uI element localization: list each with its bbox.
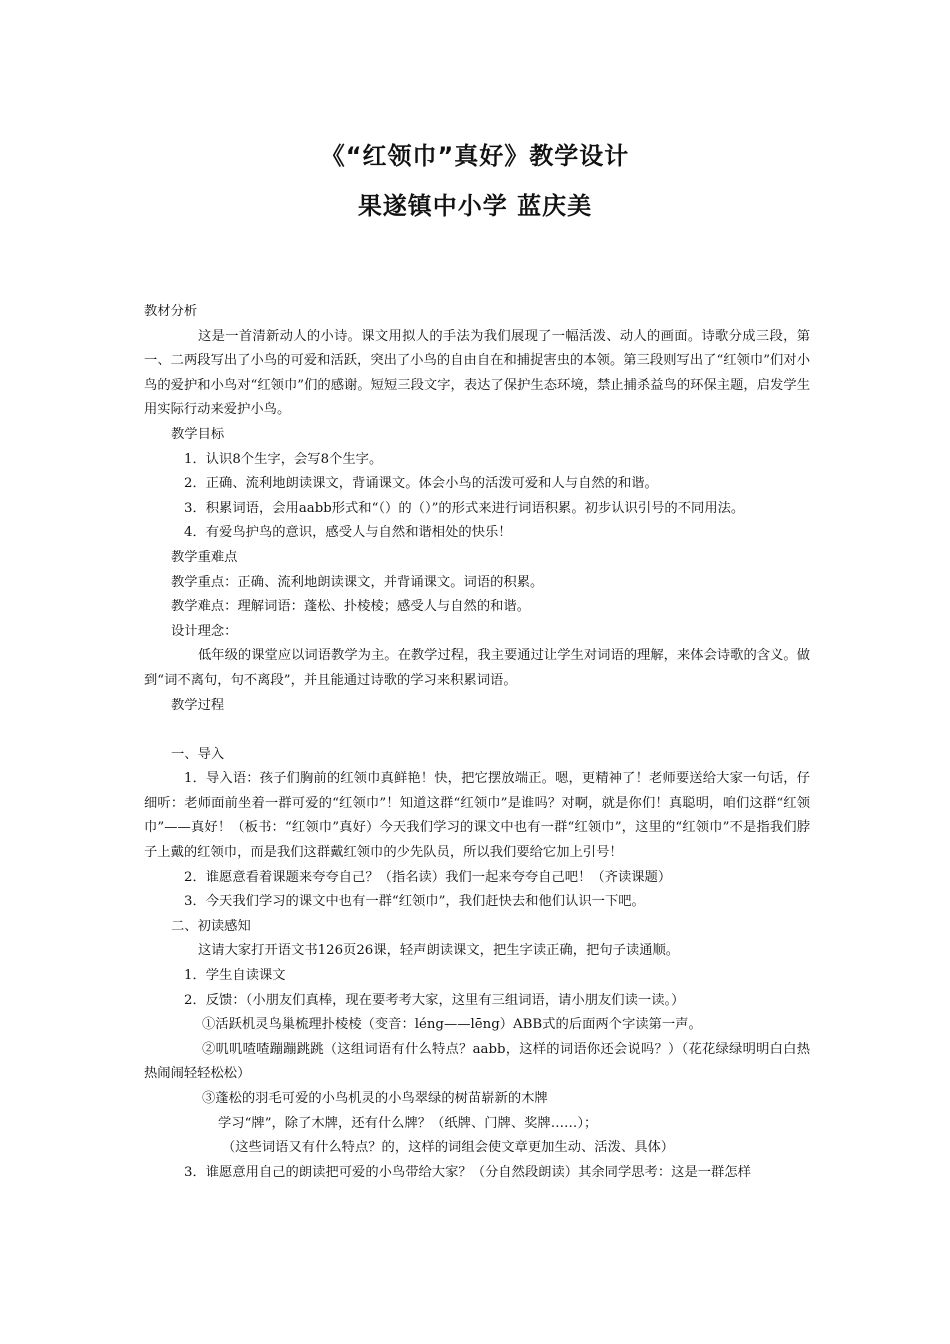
analysis-heading: 教材分析 <box>144 304 198 319</box>
process-item: 2．反馈：（小朋友们真棒，现在要考考大家，这里有三组词语，请小朋友们读一读。） <box>184 992 685 1008</box>
process-item: 1．导入语：孩子们胸前的红领巾真鲜艳！快，把它摆放端正。嗯，更精神了！老师要送给大家一句话，仔细听：老师面前坐着一群可爱的“红领巾”！知道这群“红领巾”是谁吗？对啊，就是你们！真聪明，咱们这群“红领巾”——真好！（板书：“红领巾”真好）今天我们学习的课文中也有一群“红领巾”，这里的“红领巾”不是指我们脖子上戴的红领巾，而是我们这群戴红领巾的少先队员，所以我们要给它加上引号！ <box>144 771 810 861</box>
document-body <box>144 300 810 1185</box>
process-item: 3．今天我们学习的课文中也有一群“红领巾”，我们赶快去和他们认识一下吧。 <box>184 894 645 910</box>
word-note-2: （这些词语又有什么特点？的，这样的词组会使文章更加生动、活泼、具体） <box>222 1140 675 1156</box>
reading-intro: 这请大家打开语文书126页26课，轻声朗读课文，把生字读正确，把句子读通顺。 <box>198 943 680 959</box>
goals-heading: 教学目标 <box>171 426 225 442</box>
goal-item: 2．正确、流利地朗读课文，背诵课文。体会小鸟的活泼可爱和人与自然的和谐。 <box>184 476 658 492</box>
process-item: 1．学生自读课文 <box>184 968 286 984</box>
document-title: 《“红领巾”真好》教学设计 <box>320 142 630 170</box>
process-heading: 教学过程 <box>171 697 225 713</box>
author-line: 果遂镇中小学 蓝庆美 <box>357 192 593 220</box>
goal-item: 4．有爱鸟护鸟的意识，感受人与自然和谐相处的快乐！ <box>184 525 512 541</box>
teaching-difficulty: 教学难点：理解词语：蓬松、扑棱棱；感受人与自然的和谐。 <box>171 599 531 615</box>
philosophy-paragraph: 低年级的课堂应以词语教学为主。在教学过程，我主要通过让学生对词语的理解，来体会诗歌的含义。做到“词不离句，句不离段”，并且能通过诗歌的学习来积累词语。 <box>144 648 810 688</box>
process-item: 3．谁愿意用自己的朗读把可爱的小鸟带给大家？（分自然段朗读）其余同学思考：这是一群怎样 <box>184 1164 751 1180</box>
spacer <box>144 718 810 743</box>
goal-item: 3．积累词语，会用aabb形式和“（）的（）”的形式来进行词语积累。初步认识引号的不同用法。 <box>184 500 745 516</box>
word-note-1: 学习“牌”，除了木牌，还有什么牌？（纸牌、门牌、奖牌……）； <box>218 1115 598 1131</box>
analysis-paragraph: 这是一首清新动人的小诗。课文用拟人的手法为我们展现了一幅活泼、动人的画面。诗歌分成三段，第一、二两段写出了小鸟的可爱和活跃，突出了小鸟的自由自在和捕捉害虫的本领。第三段则写出了“红领巾”们对小鸟的爱护和小鸟对“红领巾”们的感谢。短短三段文字，表达了保护生态环境，禁止捕杀益鸟的环保主题，启发学生用实际行动来爱护小鸟。 <box>144 328 810 418</box>
teaching-focus: 教学重点：正确、流利地朗读课文，并背诵课文。词语的积累。 <box>171 574 544 590</box>
process-item: 2．谁愿意看着课题来夸夸自己？（指名读）我们一起来夸夸自己吧！（齐读课题） <box>184 869 672 885</box>
word-group-2: ②叽叽喳喳蹦蹦跳跳（这组词语有什么特点？aabb，这样的词语你还会说吗？）（花花绿绿明明白白热热闹闹轻轻松松） <box>144 1041 810 1082</box>
goal-item: 1．认识8个生字，会写8个生字。 <box>184 451 383 467</box>
section-heading-reading: 二、初读感知 <box>171 918 251 934</box>
philosophy-heading: 设计理念： <box>171 623 238 639</box>
word-group-1: ①活跃机灵鸟巢梳理扑棱棱（变音：léng——lēng）ABB式的后面两个字读第一声。 <box>202 1017 702 1033</box>
key-points-heading: 教学重难点 <box>171 549 238 565</box>
word-group-3: ③蓬松的羽毛可爱的小鸟机灵的小鸟翠绿的树苗崭新的木牌 <box>202 1091 548 1106</box>
section-heading-intro: 一、导入 <box>171 746 225 762</box>
